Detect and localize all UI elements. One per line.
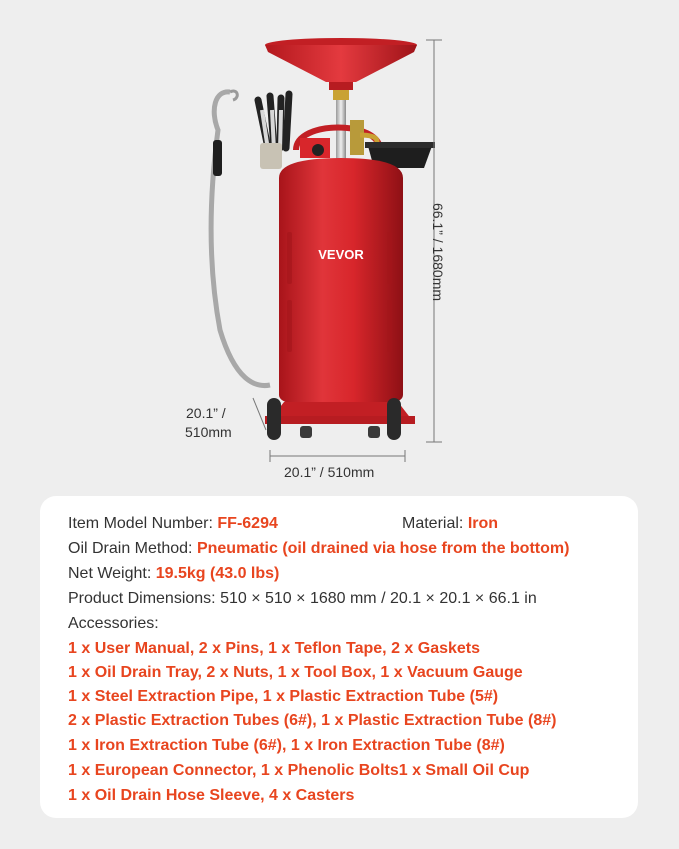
caster-left	[267, 398, 281, 440]
net-weight-row	[68, 564, 279, 584]
accessory-line: 1 x User Manual, 2 x Pins, 1 x Teflon Tape, 2 x Gaskets	[68, 640, 481, 657]
width-dimension-label: 20.1” / 510mm	[284, 464, 375, 480]
specifications-card	[40, 496, 638, 818]
depth-dimension-label-line1: 20.1” /	[186, 405, 226, 421]
accessory-line: 1 x Iron Extraction Tube (6#), 1 x Iron Extraction Tube (8#)	[68, 737, 505, 754]
accessories-heading: Accessories:	[68, 615, 159, 632]
model-number-value: FF-6294	[217, 515, 278, 532]
material-label: Material:	[402, 515, 464, 532]
drain-hose	[211, 91, 270, 385]
base-and-casters	[265, 398, 415, 440]
accessory-line: 1 x Oil Drain Tray, 2 x Nuts, 1 x Tool Box, 1 x Vacuum Gauge	[68, 664, 523, 681]
model-number-row	[68, 514, 278, 534]
brand-logo: VEVOR	[318, 247, 364, 262]
depth-dimension-label-line2: 510mm	[185, 424, 232, 440]
model-number-label: Item Model Number:	[68, 515, 213, 532]
caster-right	[387, 398, 401, 440]
tank-body	[279, 158, 403, 408]
product-dimensions-label: Product Dimensions:	[68, 590, 216, 607]
drain-method-row	[68, 539, 569, 559]
accessory-line: 1 x Oil Drain Hose Sleeve, 4 x Casters	[68, 787, 355, 804]
accessory-line: 2 x Plastic Extraction Tubes (6#), 1 x Plastic Extraction Tube (8#)	[68, 712, 557, 729]
height-dimension-label: 66.1” / 1680mm	[430, 202, 446, 302]
net-weight-label: Net Weight:	[68, 565, 152, 582]
product-dimensions-value: 510 × 510 × 1680 mm / 20.1 × 20.1 × 66.1 in	[220, 590, 537, 607]
drain-method-value: Pneumatic (oil drained via hose from the bottom)	[196, 540, 570, 557]
material-row	[402, 514, 498, 534]
funnel	[265, 38, 417, 100]
net-weight-value: 19.5kg (43.0 lbs)	[155, 565, 280, 582]
drain-method-label: Oil Drain Method:	[68, 540, 193, 557]
product-dimensions-row	[68, 589, 537, 609]
extraction-tubes	[258, 94, 289, 169]
accessory-line: 1 x European Connector, 1 x Phenolic Bolts1 x Small Oil Cup	[68, 762, 530, 779]
accessory-line: 1 x Steel Extraction Pipe, 1 x Plastic Extraction Tube (5#)	[68, 688, 499, 705]
material-value: Iron	[467, 515, 499, 532]
